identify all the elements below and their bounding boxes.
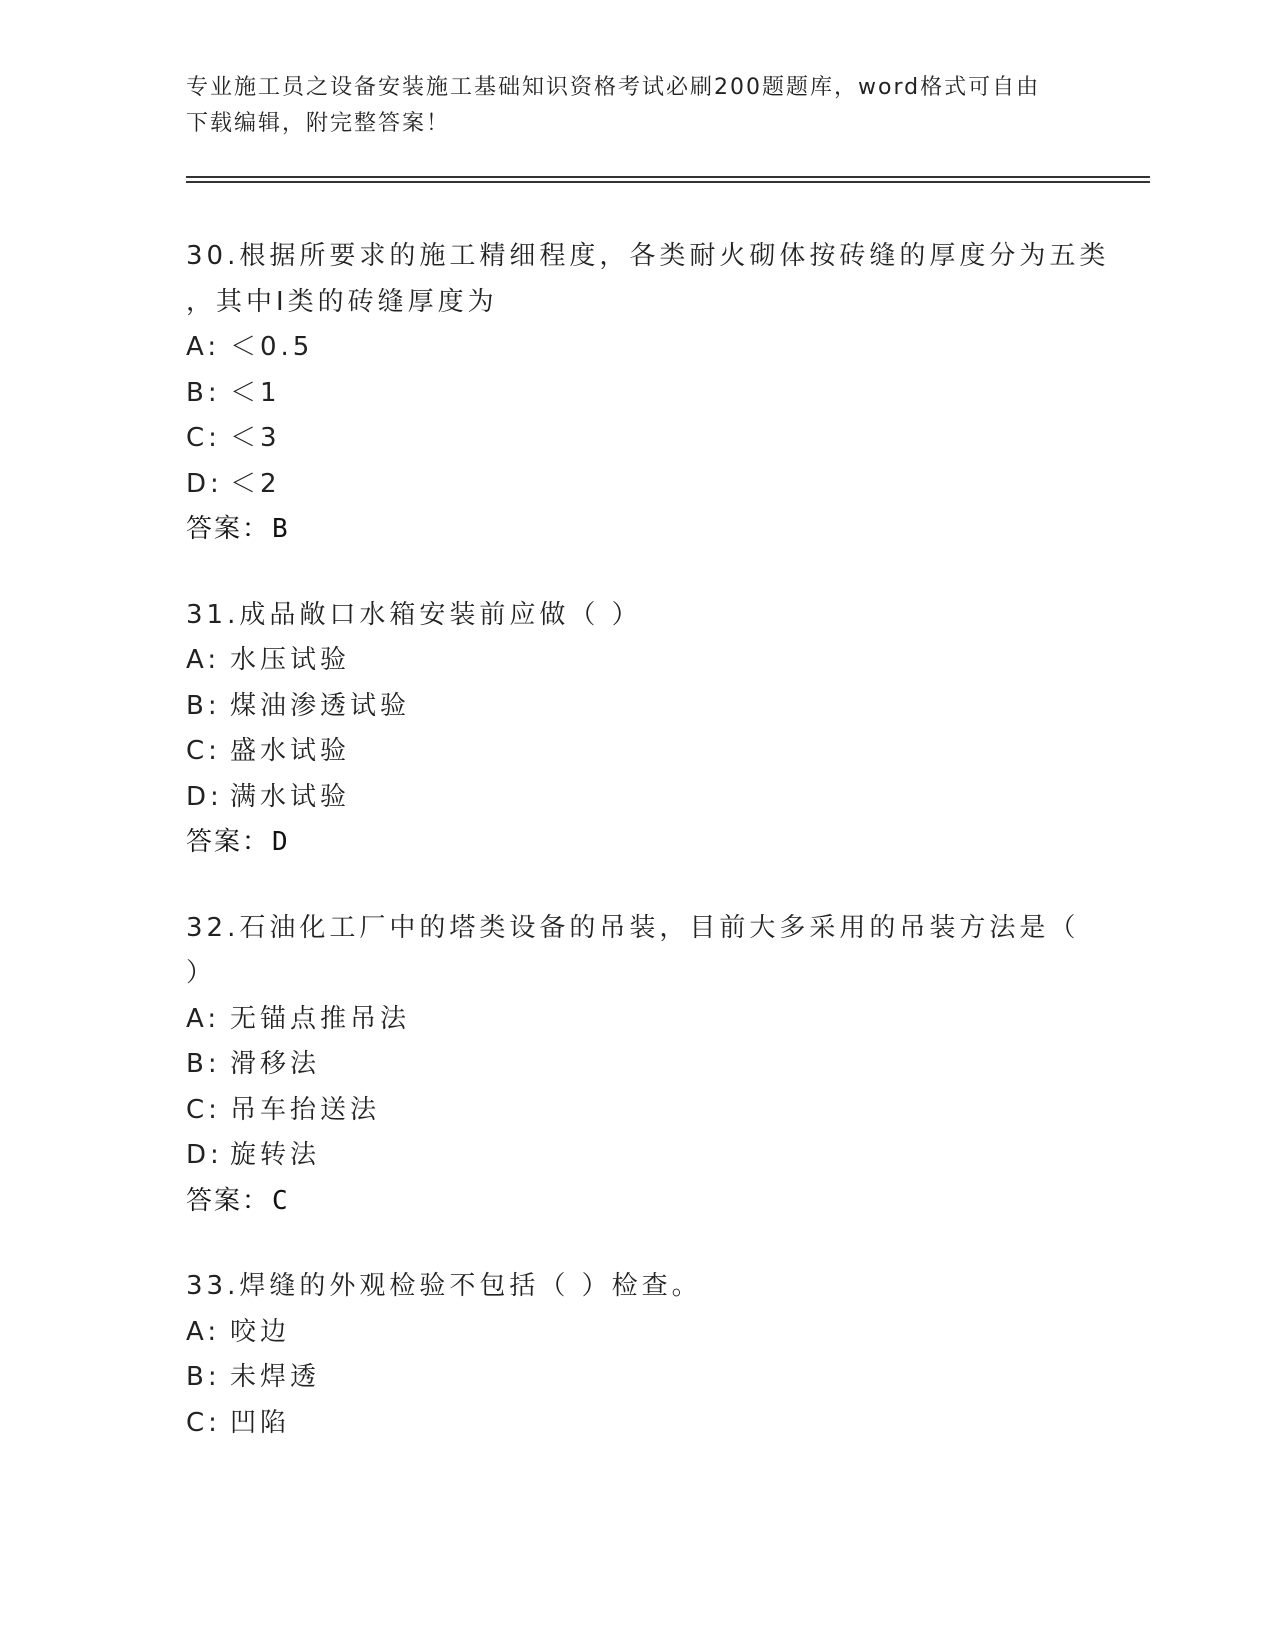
option-text: ＜0.5 <box>230 332 314 362</box>
answer-line <box>186 1179 1086 1225</box>
header-divider-bottom <box>186 181 1150 183</box>
option-letter: B: <box>186 1049 221 1079</box>
option-text: ＜1 <box>230 377 281 408</box>
question-text: ，其中Ⅰ类的砖缝厚度为 <box>186 286 498 317</box>
option-letter: A: <box>186 332 221 362</box>
option-letter: B: <box>186 690 221 721</box>
option-text: 滑移法 <box>230 1049 321 1079</box>
option-letter: C: <box>186 1094 221 1125</box>
answer-option <box>186 371 1086 417</box>
option-text: 煤油渗透试验 <box>230 690 411 721</box>
answer-option <box>186 775 1086 821</box>
answer-option <box>186 1133 1086 1179</box>
option-letter: A: <box>186 645 221 675</box>
header-divider-top <box>186 176 1150 178</box>
answer-option <box>186 1355 1086 1401</box>
question-text: ） <box>186 958 217 988</box>
option-letter: B: <box>186 377 221 408</box>
option-letter: D: <box>186 781 223 812</box>
option-text: 吊车抬送法 <box>230 1094 381 1125</box>
option-text: 旋转法 <box>230 1140 321 1170</box>
answer-option <box>186 1088 1086 1134</box>
answer-option <box>186 729 1086 775</box>
answer-option <box>186 1401 1086 1447</box>
question-text: 32.石油化工厂中的塔类设备的吊装，目前大多采用的吊装方法是（ <box>186 912 1080 943</box>
answer-option <box>186 462 1086 508</box>
question-block <box>186 906 1086 1225</box>
answer-option <box>186 684 1086 730</box>
option-text: ＜2 <box>230 468 281 499</box>
header-line-2: 下载编辑，附完整答案！ <box>186 111 451 136</box>
question-block <box>186 1264 1086 1446</box>
answer-label: 答案： <box>186 514 271 544</box>
answer-label: 答案： <box>186 827 271 857</box>
option-text: 水压试验 <box>230 645 351 675</box>
answer-line <box>186 820 1086 866</box>
header-line-1: 专业施工员之设备安装施工基础知识资格考试必刷200题题库，word格式可自由 <box>186 75 1041 100</box>
option-text: ＜3 <box>230 423 281 453</box>
option-text: 未焊透 <box>230 1362 321 1392</box>
answer-option <box>186 1042 1086 1088</box>
answer-option <box>186 325 1086 371</box>
question-block <box>186 593 1086 866</box>
option-text: 盛水试验 <box>230 736 351 766</box>
question-list <box>186 234 1110 1486</box>
document-header <box>186 70 1086 142</box>
option-letter: B: <box>186 1362 221 1392</box>
option-text: 凹陷 <box>230 1407 291 1438</box>
answer-option <box>186 638 1086 684</box>
option-letter: A: <box>186 1316 221 1347</box>
option-letter: D: <box>186 468 223 499</box>
answer-label: 答案： <box>186 1185 271 1216</box>
option-letter: C: <box>186 423 221 453</box>
question-text: 30.根据所要求的施工精细程度，各类耐火砌体按砖缝的厚度分为五类 <box>186 241 1110 271</box>
option-text: 咬边 <box>230 1316 291 1347</box>
answer-line <box>186 507 1086 553</box>
option-text: 满水试验 <box>230 781 351 812</box>
answer-value: D <box>272 827 290 857</box>
option-letter: C: <box>186 736 221 766</box>
answer-option <box>186 1310 1086 1356</box>
answer-value: B <box>272 514 290 544</box>
answer-value: C <box>272 1185 290 1216</box>
question-text: 33.焊缝的外观检验不包括（ ）检查。 <box>186 1271 702 1301</box>
answer-option <box>186 416 1086 462</box>
option-letter: A: <box>186 1003 221 1034</box>
option-letter: C: <box>186 1407 221 1438</box>
option-letter: D: <box>186 1140 223 1170</box>
question-text: 31.成品敞口水箱安装前应做（ ） <box>186 599 642 630</box>
answer-option <box>186 997 1086 1043</box>
question-block <box>186 234 1110 553</box>
option-text: 无锚点推吊法 <box>230 1003 411 1034</box>
